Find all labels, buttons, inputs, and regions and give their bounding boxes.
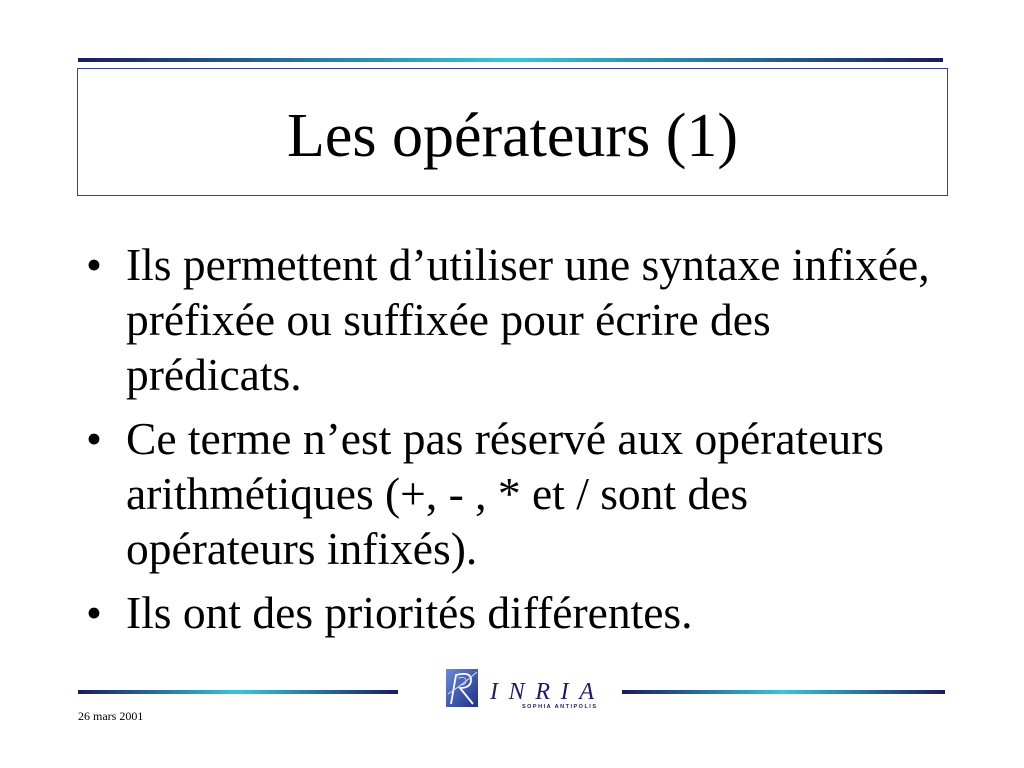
footer-date: 26 mars 2001 [78,709,144,723]
bullet-item [0,237,1024,402]
bullet-item [0,585,1024,640]
logo-wordmark: INRIA [490,679,594,705]
bullet-line: Ils permettent d’utiliser une syntaxe infixée, [126,239,930,290]
inria-logo [444,664,600,712]
title-box [77,68,948,196]
bullet-line: arithmétiques (+, - , * et / sont des [126,468,749,519]
bullet-line: opérateurs infixés). [126,523,478,574]
bullet-mark: • [86,239,102,290]
top-rule [78,58,943,62]
bullet-list [0,237,1024,649]
bullet-mark: • [86,413,102,464]
bullet-line: Ce terme n’est pas réservé aux opérateurs [126,413,884,464]
bullet-line: préfixée ou suffixée pour écrire des [126,294,771,345]
bullet-mark: • [86,587,102,638]
bullet-line: Ils ont des priorités différentes. [126,587,693,638]
bottom-rule-left [78,690,398,694]
bottom-rule-right [622,690,945,694]
slide-title: Les opérateurs (1) [286,102,738,170]
logo-subtitle: SOPHIA ANTIPOLIS [522,704,596,710]
bullet-item [0,411,1024,576]
bullet-line: prédicats. [126,349,302,400]
inria-logo-icon [446,669,478,707]
